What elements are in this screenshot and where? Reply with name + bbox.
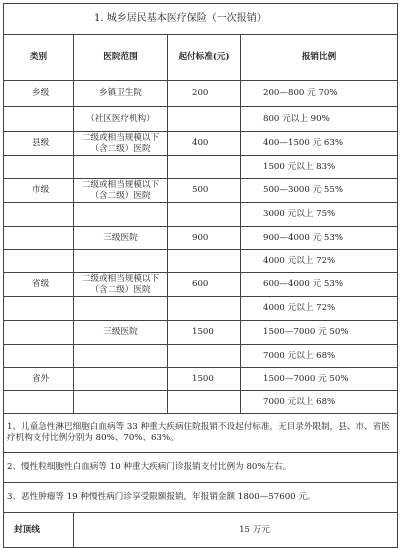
hospital-range-cell: 三级医院 (74, 227, 168, 250)
hospital-range-cell: （社区医疗机构） (74, 107, 168, 132)
category-cell: 县级 (4, 132, 74, 156)
ratio-cell: 4000 元以上 72% (241, 250, 398, 273)
table-row (4, 321, 398, 345)
header-hospital-range: 医院范围 (74, 35, 168, 81)
table-row (4, 132, 398, 156)
category-cell (4, 156, 74, 179)
ratio-cell: 7000 元以上 68% (241, 345, 398, 368)
table-row (4, 345, 398, 368)
category-cell (4, 297, 74, 321)
table-row (4, 203, 398, 227)
hospital-range-cell (74, 297, 168, 321)
table-title: 1. 城乡居民基本医疗保险（一次报销） (4, 4, 398, 35)
ratio-cell: 600—4000 元 53% (241, 273, 398, 297)
category-cell: 省外 (4, 368, 74, 391)
deductible-cell (168, 107, 241, 132)
category-cell (4, 227, 74, 250)
header-row (4, 35, 398, 81)
deductible-cell (168, 297, 241, 321)
ratio-cell: 400—1500 元 63% (241, 132, 398, 156)
category-cell: 省级 (4, 273, 74, 297)
header-reimbursement-ratio: 报销比例 (241, 35, 398, 81)
table-row (4, 179, 398, 203)
category-cell (4, 203, 74, 227)
deductible-cell (168, 250, 241, 273)
table-row (4, 227, 398, 250)
note-2: 2、慢性粒细胞性白血病等 10 种重大疾病门诊报销支付比例为 80%左右。 (4, 453, 398, 483)
table-row (4, 297, 398, 321)
table-row (4, 156, 398, 179)
ratio-cell: 500—3000 元 55% (241, 179, 398, 203)
hospital-range-cell: 乡镇卫生院 (74, 81, 168, 107)
hospital-range-cell (74, 391, 168, 414)
deductible-cell (168, 391, 241, 414)
table-row (4, 107, 398, 132)
hospital-range-cell (74, 250, 168, 273)
ratio-cell: 1500—7000 元 50% (241, 368, 398, 391)
hospital-range-cell (74, 156, 168, 179)
ratio-cell: 200—800 元 70% (241, 81, 398, 107)
ceiling-value: 15 万元 (74, 513, 398, 548)
table-row (4, 250, 398, 273)
ratio-cell: 1500—7000 元 50% (241, 321, 398, 345)
hospital-range-cell: 二级或相当规模以下 （含二级）医院 (74, 179, 168, 203)
ratio-cell: 7000 元以上 68% (241, 391, 398, 414)
category-cell: 乡级 (4, 81, 74, 107)
hospital-range-cell (74, 203, 168, 227)
deductible-cell: 900 (168, 227, 241, 250)
table-row (4, 368, 398, 391)
category-cell (4, 321, 74, 345)
category-cell (4, 107, 74, 132)
deductible-cell (168, 203, 241, 227)
hospital-range-cell: 三级医院 (74, 321, 168, 345)
deductible-cell: 600 (168, 273, 241, 297)
insurance-table (3, 3, 398, 548)
ratio-cell: 3000 元以上 75% (241, 203, 398, 227)
category-cell (4, 250, 74, 273)
deductible-cell: 200 (168, 81, 241, 107)
ceiling-label: 封顶线 (4, 513, 74, 548)
deductible-cell: 1500 (168, 368, 241, 391)
table-row (4, 273, 398, 297)
deductible-cell: 1500 (168, 321, 241, 345)
hospital-range-cell: 二级或相当规模以下 （含二级）医院 (74, 273, 168, 297)
deductible-cell (168, 345, 241, 368)
header-deductible: 起付标准(元) (168, 35, 241, 81)
ratio-cell: 4000 元以上 72% (241, 297, 398, 321)
deductible-cell: 500 (168, 179, 241, 203)
header-category: 类别 (4, 35, 74, 81)
table-row (4, 391, 398, 414)
ratio-cell: 800 元以上 90% (241, 107, 398, 132)
ratio-cell: 1500 元以上 83% (241, 156, 398, 179)
hospital-range-cell: 二级或相当规模以下 （含二级）医院 (74, 132, 168, 156)
category-cell: 市级 (4, 179, 74, 203)
deductible-cell (168, 156, 241, 179)
hospital-range-cell (74, 368, 168, 391)
deductible-cell: 400 (168, 132, 241, 156)
table-row (4, 81, 398, 107)
hospital-range-cell (74, 345, 168, 368)
note-1: 1、儿童急性淋巴细胞白血病等 33 种重大疾病住院报销不设起付标准，无目录外限制，县、市、省医疗机构支付比例分别为 80%、70%、63%。 (4, 414, 398, 453)
category-cell (4, 345, 74, 368)
note-3: 3、恶性肿瘤等 19 种慢性病门诊享受限额报销，年报销金额 1800—57600 元。 (4, 483, 398, 513)
ratio-cell: 900—4000 元 53% (241, 227, 398, 250)
category-cell (4, 391, 74, 414)
